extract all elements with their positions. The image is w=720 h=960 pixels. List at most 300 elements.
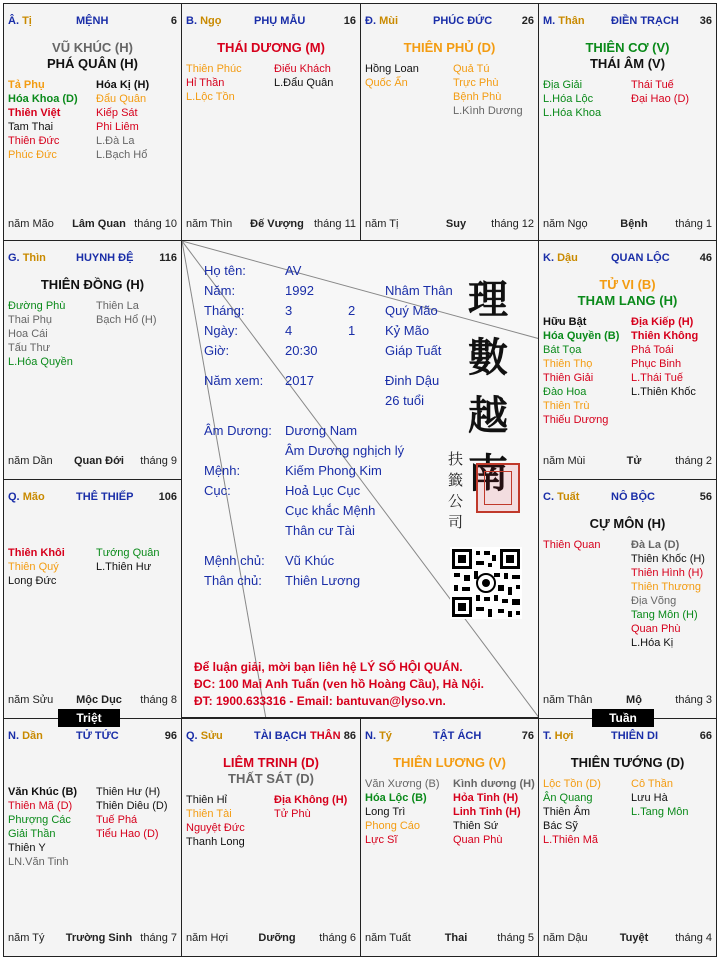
minor-star: Hóa Lộc (B) (365, 792, 427, 804)
qr-code-icon[interactable] (450, 547, 522, 619)
palace-month: tháng 8 (140, 694, 177, 706)
value-cuc: Hoả Lục Cục (285, 483, 361, 498)
minor-star: Lộc Tồn (D) (543, 778, 601, 790)
main-star: LIÊM TRINH (D) (222, 755, 320, 770)
value-am-duong-2: Âm Dương nghịch lý (285, 443, 405, 458)
minor-stars-left (8, 546, 65, 588)
palace-name: PHỤ MẪU (254, 15, 306, 27)
red-seal-stamp (476, 463, 520, 513)
minor-star: Thiên Tài (186, 808, 232, 820)
main-star: THÁI DƯƠNG (M) (217, 40, 325, 55)
minor-star: Cô Thần (631, 778, 673, 790)
palace-month: tháng 12 (491, 218, 534, 230)
palace-footer (365, 932, 534, 946)
minor-star: Thiên Việt (8, 107, 61, 119)
palace-header (543, 15, 712, 29)
minor-star: Tang Môn (H) (631, 609, 698, 621)
minor-star: L.Lộc Tồn (186, 91, 235, 103)
palace-age: 36 (699, 15, 712, 27)
palace-stage: Dưỡng (258, 932, 296, 944)
palace-than[interactable] (538, 3, 717, 243)
minor-stars-left (365, 62, 419, 90)
minor-star: Thiên Khôi (8, 547, 65, 559)
palace-dan[interactable] (3, 718, 182, 957)
value-thang: 3 (285, 303, 293, 318)
palace-can: M. (543, 15, 556, 27)
palace-can: N. (8, 730, 19, 742)
palace-month: tháng 11 (313, 218, 356, 230)
minor-star: Thiên Không (631, 330, 699, 342)
minor-star: LN.Văn Tinh (8, 856, 69, 868)
label-ho-ten: Họ tên: (204, 263, 246, 278)
value-am-duong: Dương Nam (285, 423, 358, 438)
palace-stage: Tuyệt (619, 932, 649, 944)
small-char: 司 (448, 513, 464, 531)
palace-chi: Dần (22, 730, 43, 742)
value-tuoi: 26 tuổi (385, 393, 425, 408)
main-star: PHÁ QUÂN (H) (47, 56, 138, 71)
label-gio: Giờ: (204, 343, 230, 358)
palace-age: 6 (170, 15, 177, 27)
minor-star: L.Thiên Hư (96, 561, 152, 573)
contact-block (194, 659, 484, 710)
palace-year: năm Hợi (186, 932, 229, 944)
palace-chi: Mão (22, 491, 45, 503)
palace-stage: Lâm Quan (72, 218, 126, 230)
value-thang-can: Quý Mão (385, 303, 438, 318)
minor-stars-left (8, 78, 78, 162)
minor-star: Bác Sỹ (543, 820, 578, 832)
minor-star: Đẩu Quân (96, 93, 147, 105)
calligraphy-char: 越 (468, 392, 508, 439)
minor-star: Đào Hoa (543, 386, 587, 398)
minor-star: Thiên Sứ (453, 820, 499, 832)
minor-stars-left (365, 777, 440, 847)
minor-stars-left (186, 793, 245, 849)
palace-month: tháng 1 (675, 218, 712, 230)
palace-header (8, 730, 177, 744)
minor-star: Tuế Phá (96, 814, 138, 826)
minor-star: Bát Tọa (543, 344, 582, 356)
palace-chi: Tị (22, 15, 32, 27)
palace-footer (186, 218, 356, 232)
small-char: 籤 (448, 471, 464, 489)
palace-year: năm Thân (543, 694, 593, 706)
minor-star: Hồng Loan (365, 63, 419, 75)
palace-chi: Dậu (557, 252, 578, 264)
minor-star: Điếu Khách (274, 63, 331, 75)
minor-star: Thiếu Dương (543, 414, 609, 426)
palace-mui[interactable] (360, 3, 539, 243)
palace-can: C. (543, 491, 554, 503)
palace-year: năm Thìn (186, 218, 233, 230)
minor-stars-left (543, 78, 601, 120)
label-ngay: Ngày: (204, 323, 238, 338)
palace-than-marker: THÂN (310, 730, 341, 742)
palace-footer (543, 694, 712, 708)
palace-chi: Tý (379, 730, 392, 742)
palace-stage: Quan Đới (74, 455, 124, 467)
palace-age: 46 (699, 252, 712, 264)
minor-star: Tam Thai (8, 121, 54, 133)
palace-header (186, 730, 356, 744)
minor-star: L.Thái Tuế (631, 372, 683, 384)
calligraphy-char: 理 (468, 276, 508, 323)
palace-year: năm Mùi (543, 455, 586, 467)
minor-star: Thiên Giải (543, 372, 594, 384)
palace-year: năm Ngọ (543, 218, 588, 230)
minor-star: Kình dương (H) (453, 778, 535, 790)
palace-age: 116 (159, 252, 177, 264)
palace-stage: Tử (626, 455, 642, 467)
minor-star: Quốc Ấn (365, 77, 408, 89)
palace-stage: Bệnh (620, 218, 648, 230)
palace-year: năm Tị (365, 218, 399, 230)
minor-star: Hoa Cái (8, 328, 48, 340)
palace-chi: Thìn (22, 252, 46, 264)
calligraphy-char: 南 (468, 450, 508, 497)
tuan-badge: Tuần (592, 709, 654, 727)
palace-chi: Mùi (379, 15, 399, 27)
main-star: THIÊN LƯƠNG (V) (393, 755, 506, 770)
minor-star: Văn Khúc (B) (8, 786, 78, 798)
minor-star: Hỏa Tinh (H) (453, 792, 519, 804)
minor-star: Long Trì (365, 806, 406, 818)
palace-can: N. (365, 730, 376, 742)
palace-header (543, 491, 712, 505)
minor-star: L.Đà La (96, 135, 135, 147)
minor-star: Phi Liêm (96, 121, 139, 133)
minor-star: Phong Cáo (365, 820, 421, 832)
minor-star: Đà La (D) (631, 539, 680, 551)
minor-star: Tấu Thư (8, 342, 51, 354)
value-nam: 1992 (285, 283, 314, 298)
minor-star: Phục Binh (631, 358, 682, 370)
palace-month: tháng 7 (140, 932, 177, 944)
minor-star: Thiên Hỉ (186, 794, 227, 806)
minor-stars-left (543, 777, 601, 847)
minor-stars-left (8, 299, 73, 369)
minor-star: Quan Phù (631, 623, 681, 635)
palace-header (8, 15, 177, 29)
palace-tuat[interactable] (538, 479, 717, 719)
palace-year: năm Dậu (543, 932, 588, 944)
main-star: VŨ KHÚC (H) (52, 40, 133, 55)
minor-star: Long Đức (8, 575, 57, 587)
minor-star: Tả Phụ (8, 79, 45, 91)
palace-name: NÔ BỘC (611, 491, 655, 503)
palace-year: năm Dần (8, 455, 53, 467)
palace-footer (543, 218, 712, 232)
small-char: 扶 (448, 450, 464, 468)
value-menh-chu: Vũ Khúc (285, 553, 335, 568)
main-star: THAM LANG (H) (577, 293, 678, 308)
palace-month: tháng 9 (140, 455, 177, 467)
palace-can: Â. (8, 15, 19, 27)
palace-can: Q. (186, 730, 198, 742)
minor-star: Bệnh Phù (453, 91, 502, 103)
minor-star: Thiên Quan (543, 539, 601, 551)
palace-month: tháng 4 (675, 932, 712, 944)
minor-stars-left (186, 62, 242, 104)
minor-star: Thiên Quý (8, 561, 59, 573)
minor-star: Linh Tinh (H) (453, 806, 521, 818)
palace-header (365, 730, 534, 744)
palace-header (543, 252, 712, 266)
label-am-duong: Âm Dương: (204, 423, 272, 438)
palace-footer (365, 218, 534, 232)
palace-dau[interactable] (538, 240, 717, 480)
palace-thin[interactable] (3, 240, 182, 480)
value-gio-can: Giáp Tuất (385, 343, 442, 358)
palace-footer (543, 455, 712, 469)
minor-star: Thiên Mã (D) (8, 800, 73, 812)
main-star: THIÊN ĐỒNG (H) (40, 277, 145, 292)
palace-name: TẬT ÁCH (433, 730, 482, 742)
palace-age: 86 (343, 730, 356, 742)
triet-badge: Triệt (58, 709, 120, 727)
minor-stars-left (8, 785, 77, 869)
palace-name: THIÊN DI (611, 730, 659, 742)
value-menh: Kiếm Phong Kim (285, 463, 382, 478)
minor-star: Địa Giải (543, 79, 583, 91)
value-cuc-3: Thân cư Tài (285, 523, 355, 538)
main-star: THÁI ÂM (V) (589, 56, 666, 71)
palace-can: Q. (8, 491, 20, 503)
palace-chi: Hợi (554, 730, 574, 742)
minor-star: Địa Không (H) (274, 794, 348, 806)
minor-star: L.Thiên Mã (543, 834, 599, 846)
minor-star: Hỉ Thần (186, 77, 225, 89)
minor-star: Quan Phù (453, 834, 503, 846)
minor-star: Nguyệt Đức (186, 822, 245, 834)
minor-star: Thiên Đức (8, 135, 60, 147)
minor-star: Bạch Hổ (H) (96, 314, 157, 326)
label-menh: Mệnh: (204, 463, 241, 478)
value-nam-can: Nhâm Thân (385, 283, 453, 298)
palace-can: G. (8, 252, 20, 264)
palace-age: 76 (521, 730, 534, 742)
minor-star: L.Tang Môn (631, 806, 689, 818)
minor-star: L.Bạch Hổ (96, 149, 148, 161)
value-ngay: 4 (285, 323, 293, 338)
value-thang-am: 2 (348, 303, 356, 318)
palace-year: năm Mão (8, 218, 54, 230)
palace-mao[interactable] (3, 479, 182, 719)
palace-age: 106 (158, 491, 177, 503)
palace-name: THÊ THIẾP (76, 491, 134, 503)
minor-star: Thiên Thọ (543, 358, 593, 370)
minor-star: Thiên Khốc (H) (631, 553, 705, 565)
palace-chi: Tuất (557, 491, 580, 503)
minor-star: Lực Sĩ (365, 834, 398, 846)
main-star: CỰ MÔN (H) (589, 516, 666, 531)
minor-star: Thai Phụ (8, 314, 53, 326)
contact-line-2: ĐC: 100 Mai Anh Tuấn (ven hồ Hoàng Cầu), Hà Nội. (194, 677, 485, 691)
palace-ty[interactable] (360, 718, 539, 957)
minor-stars-right (96, 78, 149, 162)
minor-star: Thiên Diêu (D) (96, 800, 168, 812)
value-than-chu: Thiên Lương (285, 573, 361, 588)
value-ho-ten: AV (285, 263, 302, 278)
minor-star: L.Hóa Lộc (543, 93, 594, 105)
palace-hoi[interactable] (538, 718, 717, 957)
minor-star: L.Hóa Quyền (8, 356, 73, 368)
minor-star: Phượng Các (8, 814, 71, 826)
palace-suu[interactable] (181, 718, 361, 957)
minor-star: Thiên Hư (H) (96, 786, 161, 798)
minor-star: Văn Xương (B) (365, 778, 440, 790)
palace-chi: Sửu (200, 730, 223, 742)
minor-star: Thanh Long (186, 836, 245, 848)
minor-stars-right (96, 546, 160, 574)
palace-header (365, 15, 534, 29)
palace-age: 66 (699, 730, 712, 742)
palace-month: tháng 2 (675, 455, 712, 467)
minor-star: Thiên Âm (543, 806, 591, 818)
value-ngay-am: 1 (348, 323, 356, 338)
value-ngay-can: Kỷ Mão (385, 323, 430, 338)
value-nam-xem: 2017 (285, 373, 314, 388)
minor-star: Đại Hao (D) (631, 93, 690, 105)
minor-stars-right (453, 777, 535, 847)
palace-footer (543, 932, 712, 946)
label-menh-chu: Mệnh chủ: (204, 553, 265, 568)
minor-star: Hóa Kị (H) (96, 79, 150, 91)
minor-star: Thiên La (96, 300, 139, 312)
palace-stage: Đế Vượng (250, 218, 304, 230)
minor-stars-right (274, 62, 333, 90)
main-star: THẤT SÁT (D) (228, 771, 314, 786)
minor-stars-left (543, 538, 600, 552)
minor-star: Giải Thần (8, 828, 56, 840)
minor-star: Thiên Trù (543, 400, 590, 412)
main-star: THIÊN TƯỚNG (D) (570, 755, 685, 770)
palace-year: năm Tuất (365, 932, 411, 944)
palace-footer (8, 455, 177, 469)
minor-stars-left (543, 315, 619, 427)
palace-footer (8, 218, 177, 232)
center-info-panel (181, 240, 539, 718)
value-cuc-2: Cục khắc Mệnh (285, 503, 376, 518)
minor-star: Quả Tú (453, 63, 490, 75)
palace-ngo[interactable] (181, 3, 361, 243)
label-cuc: Cục: (204, 483, 231, 498)
minor-star: L.Hóa Kị (631, 637, 674, 649)
value-gio: 20:30 (285, 343, 318, 358)
palace-stage: Mộc Dục (76, 694, 122, 706)
palace-ti[interactable] (3, 3, 182, 243)
palace-year: năm Tý (8, 932, 45, 944)
palace-year: năm Sửu (8, 694, 54, 706)
minor-star: Thiên Y (8, 842, 46, 854)
minor-star: L.Đẩu Quân (274, 77, 334, 89)
palace-footer (8, 694, 177, 708)
minor-star: Tiểu Hao (D) (96, 828, 159, 840)
palace-month: tháng 10 (134, 218, 177, 230)
minor-star: Tướng Quân (96, 547, 160, 559)
minor-star: Thái Tuế (631, 79, 674, 91)
palace-age: 16 (343, 15, 356, 27)
palace-name: TỬ TỨC (76, 730, 119, 742)
minor-star: L.Thiên Khốc (631, 386, 696, 398)
contact-line-1: Để luận giải, mời bạn liên hệ LÝ SỐ HỘI QUÁN. (194, 660, 463, 674)
palace-stage: Trường Sinh (65, 932, 133, 944)
minor-star: Địa Võng (631, 595, 677, 607)
palace-name: ĐIỀN TRẠCH (611, 15, 679, 27)
minor-stars-right (453, 62, 523, 118)
main-star: TỬ VI (B) (599, 277, 656, 292)
palace-chi: Ngọ (200, 15, 222, 27)
minor-stars-right (631, 315, 698, 399)
minor-star: Tử Phù (274, 808, 311, 820)
minor-stars-right (631, 78, 689, 106)
palace-name: PHÚC ĐỨC (433, 15, 493, 27)
minor-star: Thiên Phúc (186, 63, 242, 75)
minor-star: Trực Phù (453, 77, 499, 89)
contact-line-3[interactable]: ĐT: 1900.633316 - Email: bantuvan@lyso.vn. (194, 694, 446, 708)
minor-star: Thiên Hình (H) (631, 567, 704, 579)
palace-name: MỆNH (76, 15, 109, 27)
minor-star: Phúc Đức (8, 149, 57, 161)
minor-stars-right (631, 538, 705, 650)
minor-star: Địa Kiếp (H) (631, 316, 694, 328)
minor-stars-right (96, 785, 168, 841)
palace-can: K. (543, 252, 554, 264)
minor-star: L.Kình Dương (453, 105, 523, 117)
palace-month: tháng 5 (497, 932, 534, 944)
main-star: THIÊN PHỦ (D) (403, 40, 496, 55)
label-thang: Tháng: (204, 303, 245, 318)
minor-stars-right (631, 777, 688, 819)
palace-month: tháng 3 (675, 694, 712, 706)
minor-star: Thiên Thương (631, 581, 702, 593)
palace-header (186, 15, 356, 29)
palace-month: tháng 6 (319, 932, 356, 944)
minor-star: L.Hóa Khoa (543, 107, 602, 119)
minor-star: Hữu Bật (543, 316, 587, 328)
palace-footer (186, 932, 356, 946)
small-char: 公 (448, 492, 464, 510)
minor-stars-right (96, 299, 157, 327)
palace-can: Đ. (365, 15, 376, 27)
palace-header (8, 252, 177, 266)
value-nam-xem-can: Đinh Dậu (385, 373, 440, 388)
minor-star: Lưu Hà (631, 792, 668, 804)
small-calligraphy (448, 449, 463, 533)
label-nam-xem: Năm xem: (204, 373, 264, 388)
label-than-chu: Thân chủ: (204, 573, 262, 588)
palace-can: T. (543, 730, 552, 742)
palace-stage: Mộ (626, 694, 642, 706)
minor-star: Hóa Quyền (B) (543, 330, 620, 342)
palace-age: 56 (699, 491, 712, 503)
palace-header (8, 491, 177, 505)
palace-header (543, 730, 712, 744)
minor-star: Hóa Khoa (D) (8, 93, 78, 105)
palace-name: TÀI BẠCH (254, 730, 307, 742)
palace-stage: Thai (444, 932, 468, 944)
palace-chi: Thân (558, 15, 585, 27)
palace-name: QUAN LỘC (611, 252, 670, 264)
palace-age: 26 (521, 15, 534, 27)
minor-star: Phá Toái (631, 344, 674, 356)
minor-star: Ân Quang (543, 792, 593, 804)
palace-footer (8, 932, 177, 946)
label-nam: Năm: (204, 283, 236, 298)
minor-star: Đường Phù (8, 300, 66, 312)
minor-star: Kiếp Sát (96, 107, 138, 119)
